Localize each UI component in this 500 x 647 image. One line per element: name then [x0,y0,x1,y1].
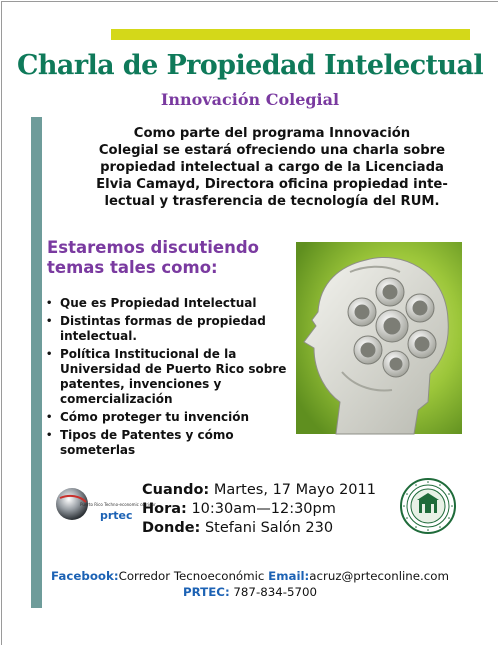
time-label: Hora: [142,501,187,517]
intro-line: Como parte del programa Innovación [133,126,411,141]
side-accent-bar [31,117,42,608]
event-where [142,519,402,538]
flyer-subtitle: Innovación Colegial [160,90,340,109]
event-when [142,481,402,500]
facebook-value: Corredor Tecnoeconómic [118,569,265,583]
phone-value: 787-834-5700 [229,585,317,599]
email-value: acruz@prteconline.com [309,569,449,583]
bullet-icon: • [46,412,53,423]
topics-list [46,296,296,461]
when-label: Cuando: [142,482,210,498]
prtec-tagline: Puerto Rico Techno-economic corridor [80,502,156,507]
topic-text: Que es Propiedad Intelectual [60,296,257,310]
where-value: Stefani Salón 230 [200,520,334,536]
topic-text: Cómo proteger tu invención [60,410,250,424]
prtec-logo [52,484,156,524]
where-label: Donde: [142,520,201,536]
contact-line-2 [0,585,500,599]
intro-line: Colegial se estará ofreciendo una charla sobre [98,143,446,158]
list-item [46,410,296,425]
bullet-icon: • [46,316,53,327]
topic-text: Tipos de Patentes y cómo someterlas [60,428,234,457]
intro-line: lectual y trasferencia de tecnología del RUM. [104,194,440,209]
topics-heading-line: temas tales como: [47,258,218,277]
list-item [46,314,296,344]
bullet-icon: • [46,430,53,441]
email-label: Email: [268,569,310,583]
topics-heading-line: Estaremos discutiendo [47,238,259,257]
topic-text: Distintas formas de propiedad intelectual. [60,314,266,343]
when-value: Martes, 17 Mayo 2011 [209,482,376,498]
flyer-title: Charla de Propiedad Intelectual [17,50,483,81]
contact-line-1 [0,569,500,583]
top-accent-bar [111,29,470,40]
bullet-icon: • [46,349,53,360]
university-seal [400,478,456,534]
event-details [142,481,402,538]
intro-line: Elvia Camayd, Directora oficina propiedad inte- [96,177,448,192]
facebook-label: Facebook: [51,569,119,583]
event-time [142,500,402,519]
list-item [46,347,296,407]
gear-head-illustration [296,242,462,434]
time-value: 10:30am—12:30pm [186,501,336,517]
intro-paragraph [62,125,482,210]
list-item [46,428,296,458]
list-item [46,296,296,311]
topic-text: Política Institucional de la Universidad de Puerto Rico sobre patentes, invenciones y comercialización [60,347,287,406]
bullet-icon: • [46,298,53,309]
phone-label: PRTEC: [182,585,230,599]
topics-heading [47,238,277,278]
intro-line: propiedad intelectual a cargo de la Licenciada [100,160,444,175]
prtec-wordmark: prtec [100,509,133,522]
